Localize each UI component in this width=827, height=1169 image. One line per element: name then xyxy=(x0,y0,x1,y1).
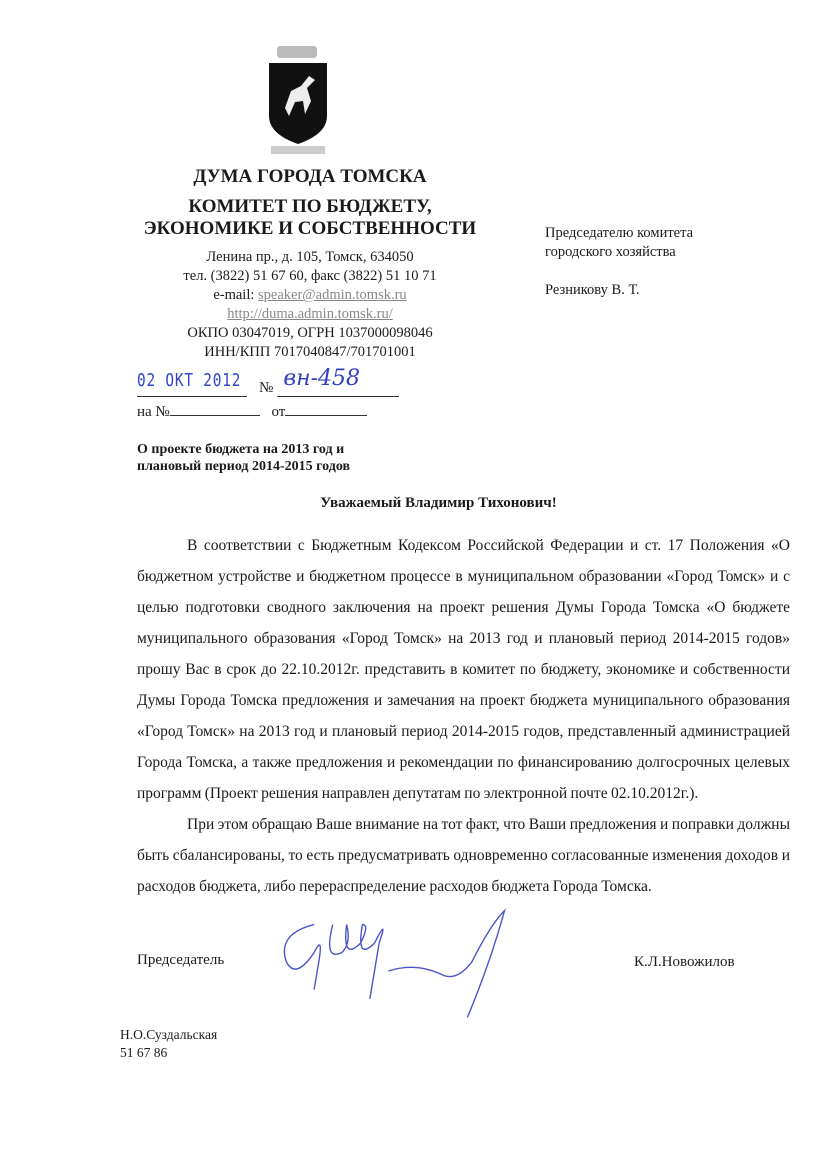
paragraph: При этом обращаю Ваше внимание на тот факт, что Ваши предложения и поправки должны быть сбалансированы, то есть предусматривать одновременно согласованные изменения доходов и расходов бюджета, либо перераспределение расходов бюджета Города Томска. xyxy=(137,816,790,895)
subject-line2: плановый период 2014-2015 годов xyxy=(137,459,351,474)
okpo: ОКПО 03047019, ОГРН 1037000098046 xyxy=(187,325,433,341)
recipient-line1: Председателю комитета xyxy=(545,225,694,241)
committee-line1: КОМИТЕТ ПО БЮДЖЕТУ, xyxy=(188,196,432,217)
greeting: Уважаемый Владимир Тихонович! xyxy=(320,495,557,511)
email-label: e-mail: xyxy=(213,287,255,303)
signature-row xyxy=(137,926,790,1016)
number-label: № xyxy=(259,380,274,396)
website-link[interactable]: http://duma.admin.tomsk.ru/ xyxy=(227,306,393,322)
registration xyxy=(137,366,417,397)
executor xyxy=(120,1026,790,1062)
coat-of-arms-logo xyxy=(263,46,333,161)
letter-flow xyxy=(120,530,790,1062)
handwritten-number: вн-458 xyxy=(283,366,361,391)
recipient-name: Резникову В. Т. xyxy=(545,282,640,298)
org-name: ДУМА ГОРОДА ТОМСКА xyxy=(193,166,427,187)
subject-line1: О проекте бюджета на 2013 год и xyxy=(137,442,345,457)
letter-body xyxy=(137,530,790,902)
executor-name: Н.О.Суздальская xyxy=(120,1027,218,1042)
address: Ленина пр., д. 105, Томск, 634050 xyxy=(206,249,414,265)
recipient xyxy=(545,224,693,300)
reply-line xyxy=(137,404,367,421)
signer-position: Председатель xyxy=(137,952,225,968)
email-link[interactable]: speaker@admin.tomsk.ru xyxy=(258,287,407,303)
recipient-line2: городского хозяйства xyxy=(545,244,676,260)
handwritten-signature xyxy=(247,906,567,1041)
inn: ИНН/КПП 7017040847/701701001 xyxy=(204,344,416,360)
from-label: от xyxy=(271,404,286,420)
contact-block xyxy=(130,248,490,362)
phone: тел. (3822) 51 67 60, факс (3822) 51 10 71 xyxy=(183,268,437,284)
reply-label: на № xyxy=(137,404,170,420)
committee-line2: ЭКОНОМИКЕ И СОБСТВЕННОСТИ xyxy=(143,218,477,239)
subject xyxy=(137,441,350,475)
date-stamp: 02 ОКТ 2012 xyxy=(137,370,242,391)
executor-phone: 51 67 86 xyxy=(120,1045,168,1060)
signer-name: К.Л.Новожилов xyxy=(634,954,735,970)
paragraph: В соответствии с Бюджетным Кодексом Российской Федерации и ст. 17 Положения «О бюджетном устройстве и бюджетном процессе в муниципальном образовании «Город Томск» и с целью подготовки сводного заключения на проект решения Думы Города Томска «О бюджете муниципального образования «Город Томск» на 2013 год и плановый период 2014-2015 годов» прошу Вас в срок до 22.10.2012г. представить в комитет по бюджету, экономике и собственности Думы Города Томска предложения и замечания на проект бюджета муниципального образования «Город Томск» на 2013 год и плановый период 2014-2015 годов, представленный администрацией Города Томска, а также предложения и рекомендации по финансированию долгосрочных целевых программ (Проект решения направлен депутатам по электронной почте 02.10.2012г.). xyxy=(137,537,790,802)
